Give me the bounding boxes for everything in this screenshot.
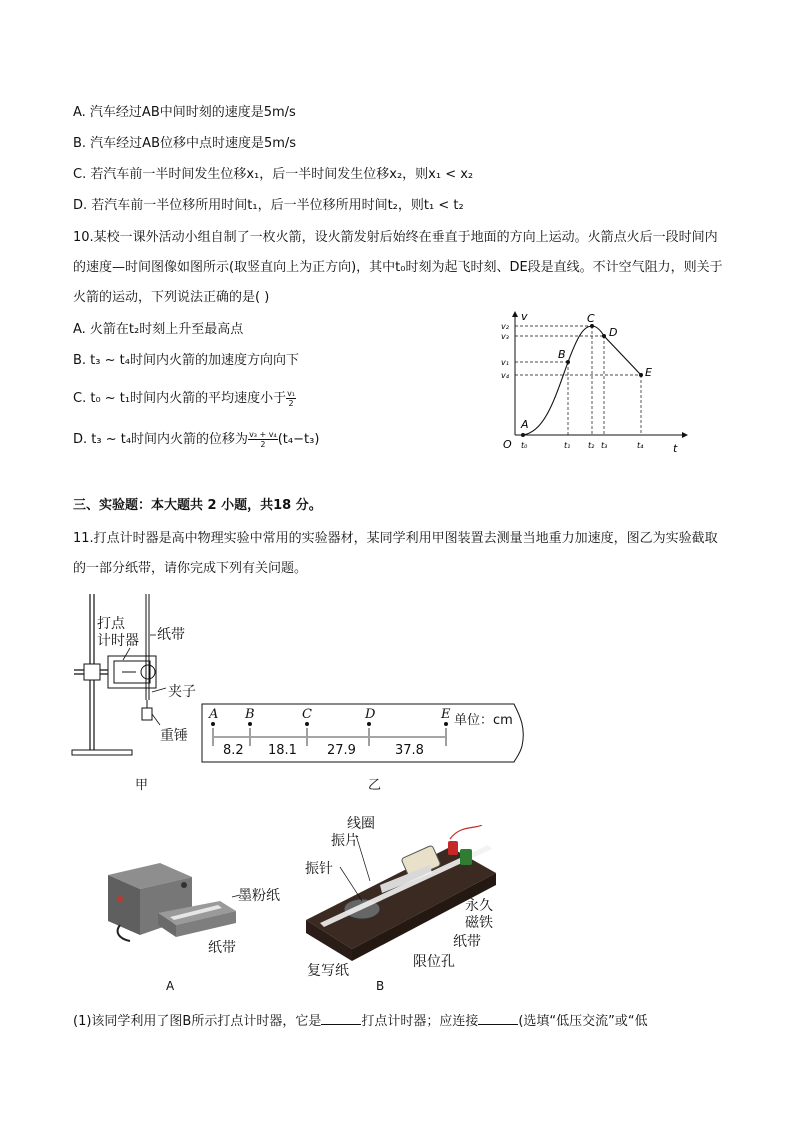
yi-distance-ab: 8.2 <box>223 743 244 758</box>
timer-b-caption: B <box>376 979 385 993</box>
timer-b-coil-label: 线圈 <box>347 816 375 832</box>
graph-t2-label: t₂ <box>588 441 595 450</box>
q10-option-b: B. t₃ ~ t₄时间内火箭的加速度方向向下 <box>73 353 299 368</box>
graph-origin-label: O <box>503 438 512 451</box>
yi-point-b: B <box>245 707 255 722</box>
yi-distance-bc: 18.1 <box>268 743 297 758</box>
q10-option-d-tail: (t₄−t₃) <box>277 432 320 447</box>
q10-option-c-fraction <box>286 389 296 408</box>
graph-t0-label: t₀ <box>521 441 528 450</box>
q11-part-1-text-b: 打点计时器；应连接 <box>361 1014 479 1029</box>
yi-unit-label: 单位：cm <box>454 713 513 728</box>
jia-timer-label-2: 计时器 <box>97 633 139 649</box>
graph-point-a: A <box>521 418 529 431</box>
q11-part-1 <box>73 1010 648 1031</box>
fraction-numerator: v₃ + v₄ <box>249 430 277 439</box>
graph-v4-label: v₄ <box>501 371 509 380</box>
q9-option-d: D. 若汽车前一半位移所用时间t₁，后一半位移所用时间t₂，则t₁ < t₂ <box>73 198 464 213</box>
graph-y-axis-label: v <box>521 310 528 323</box>
yi-point-c: C <box>302 707 312 722</box>
q10-option-d <box>73 430 319 449</box>
q10-option-d-fraction <box>248 430 278 449</box>
answer-blank-1[interactable] <box>321 1010 361 1025</box>
velocity-time-graph <box>495 308 695 458</box>
q11-part-1-text-a: (1)该同学利用了图B所示打点计时器，它是 <box>73 1014 322 1029</box>
jia-weight-label: 重锤 <box>160 728 188 744</box>
graph-t4-label: t₄ <box>637 441 644 450</box>
graph-x-axis-label: t <box>673 442 678 455</box>
graph-t3-label: t₃ <box>601 441 608 450</box>
graph-point-b: B <box>558 348 566 361</box>
graph-v3-label: v₃ <box>501 332 509 341</box>
graph-v1-label: v₁ <box>501 358 509 367</box>
answer-blank-2[interactable] <box>478 1010 518 1025</box>
q10-option-c <box>73 389 296 408</box>
graph-v2-label: v₂ <box>501 322 509 331</box>
section-heading: 三、实验题：本大题共 2 小题，共18 分。 <box>73 498 322 513</box>
timer-b-tape-label: 纸带 <box>453 934 481 950</box>
yi-distance-cd: 27.9 <box>327 743 356 758</box>
jia-tape-label: 纸带 <box>157 627 185 643</box>
yi-point-e: E <box>441 707 451 722</box>
timer-a-tape-label: 纸带 <box>208 940 236 956</box>
q10-stem: 10.某校一课外活动小组自制了一枚火箭，设火箭发射后始终在垂直于地面的方向上运动。火箭点火后一段时间内的速度—时间图像如图所示(取竖直向上为正方向)，其中t₀时刻为起飞时刻、DE段是直线。不计空气阻力，则关于火箭的运动，下列说法正确的是( ) <box>73 230 723 305</box>
fraction-denominator: 2 <box>260 440 266 449</box>
jia-caption: 甲 <box>135 778 149 793</box>
timer-b-hole-label: 限位孔 <box>413 954 455 970</box>
yi-distance-de: 37.8 <box>395 743 424 758</box>
q10-option-c-text: C. t₀ ~ t₁时间内火箭的平均速度小于 <box>73 391 287 406</box>
fraction-numerator: v₁ <box>287 389 296 398</box>
q9-option-a: A. 汽车经过AB中间时刻的速度是5m/s <box>73 105 296 120</box>
graph-point-e: E <box>645 366 652 379</box>
jia-clip-label: 夹子 <box>168 684 196 700</box>
timer-b-magnet-label-1: 永久 <box>465 898 493 914</box>
q9-option-c: C. 若汽车前一半时间发生位移x₁，后一半时间发生位移x₂，则x₁ < x₂ <box>73 167 474 182</box>
q10-option-d-text: D. t₃ ~ t₄时间内火箭的位移为 <box>73 432 249 447</box>
graph-t1-label: t₁ <box>564 441 571 450</box>
yi-point-a: A <box>209 707 219 722</box>
timer-a-ink-label: 墨粉纸 <box>238 888 280 904</box>
jia-timer-label-1: 打点 <box>97 616 125 632</box>
q11-stem: 11.打点计时器是高中物理实验中常用的实验器材，某同学利用甲图装置去测量当地重力加速度，图乙为实验截取的一部分纸带，请你完成下列有关问题。 <box>73 531 718 576</box>
graph-point-d: D <box>609 326 618 339</box>
yi-point-d: D <box>365 707 376 722</box>
timer-b-carbon-label: 复写纸 <box>307 963 349 979</box>
timer-b-needle-label: 振针 <box>305 861 333 877</box>
timer-b-magnet-label-2: 磁铁 <box>465 915 493 931</box>
timer-b-reed-label: 振片 <box>331 833 359 849</box>
yi-caption: 乙 <box>368 778 382 793</box>
graph-point-c: C <box>587 312 595 325</box>
q11-part-1-text-c: (选填“低压交流”或“低 <box>518 1014 648 1029</box>
timer-a-caption: A <box>166 979 175 993</box>
q10-option-a: A. 火箭在t₂时刻上升至最高点 <box>73 322 244 337</box>
fraction-denominator: 2 <box>288 399 294 408</box>
q9-option-b: B. 汽车经过AB位移中点时速度是5m/s <box>73 136 297 151</box>
velocity-curve <box>523 326 641 435</box>
